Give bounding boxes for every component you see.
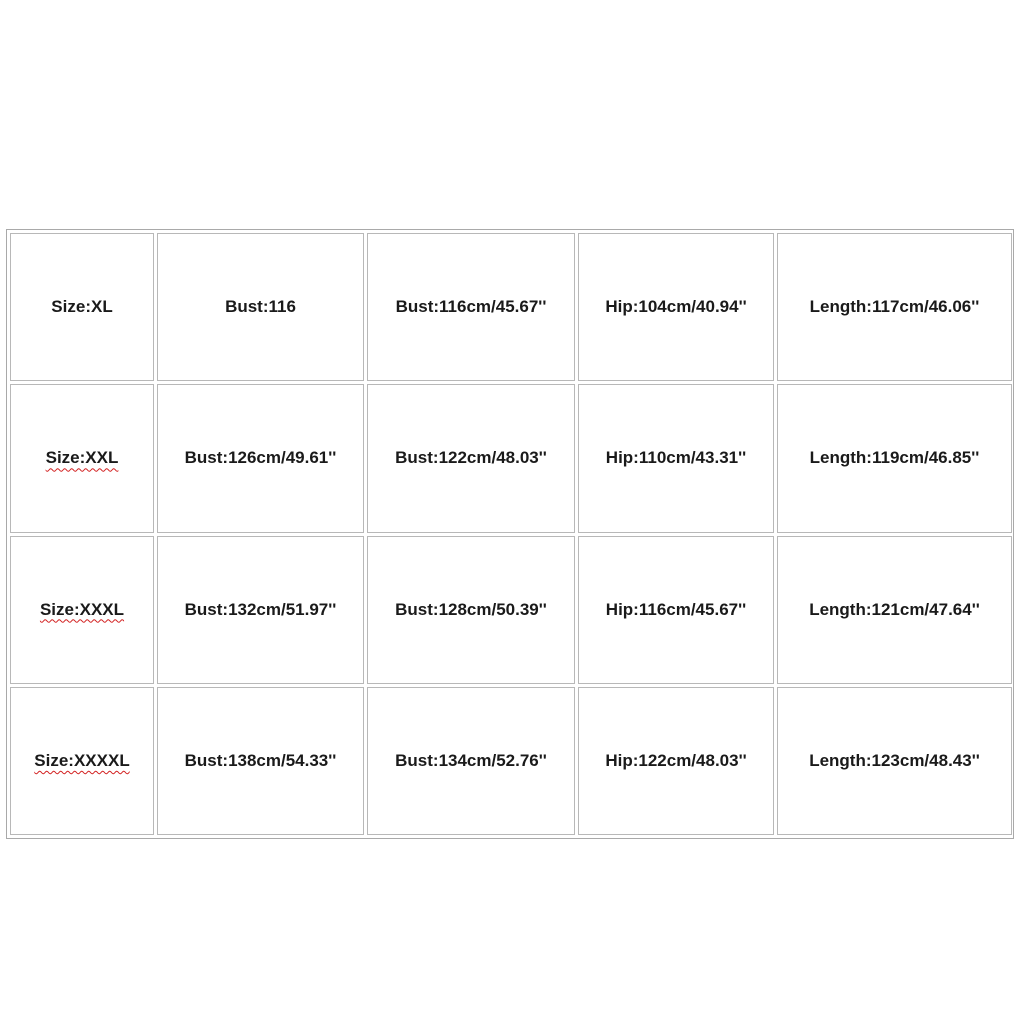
size-chart-table <box>7 230 1015 838</box>
hip-cell: Hip:104cm/40.94'' <box>578 233 774 381</box>
size-label: Size:XXL <box>45 448 119 468</box>
bust-cell: Bust:116cm/45.67'' <box>367 233 575 381</box>
size-label: Size:XXXL <box>39 599 125 619</box>
size-chart-frame <box>6 229 1014 839</box>
size-label: Size:XXXXL <box>34 750 130 770</box>
size-cell <box>10 536 154 684</box>
size-cell <box>10 233 154 381</box>
size-row-xxxl <box>10 536 1012 684</box>
bust-cell: Bust:138cm/54.33'' <box>157 687 364 835</box>
length-cell: Length:121cm/47.64'' <box>777 536 1012 684</box>
bust-cell: Bust:126cm/49.61'' <box>157 384 364 532</box>
length-cell: Length:117cm/46.06'' <box>777 233 1012 381</box>
size-row-xxxxl <box>10 687 1012 835</box>
hip-cell: Hip:122cm/48.03'' <box>578 687 774 835</box>
bust-cell: Bust:122cm/48.03'' <box>367 384 575 532</box>
size-cell <box>10 384 154 532</box>
bust-cell: Bust:116 <box>157 233 364 381</box>
bust-cell: Bust:128cm/50.39'' <box>367 536 575 684</box>
hip-cell: Hip:110cm/43.31'' <box>578 384 774 532</box>
size-row-xl <box>10 233 1012 381</box>
size-label: Size:XL <box>51 297 113 317</box>
size-row-xxl <box>10 384 1012 532</box>
bust-cell: Bust:134cm/52.76'' <box>367 687 575 835</box>
bust-cell: Bust:132cm/51.97'' <box>157 536 364 684</box>
size-cell <box>10 687 154 835</box>
hip-cell: Hip:116cm/45.67'' <box>578 536 774 684</box>
length-cell: Length:123cm/48.43'' <box>777 687 1012 835</box>
length-cell: Length:119cm/46.85'' <box>777 384 1012 532</box>
